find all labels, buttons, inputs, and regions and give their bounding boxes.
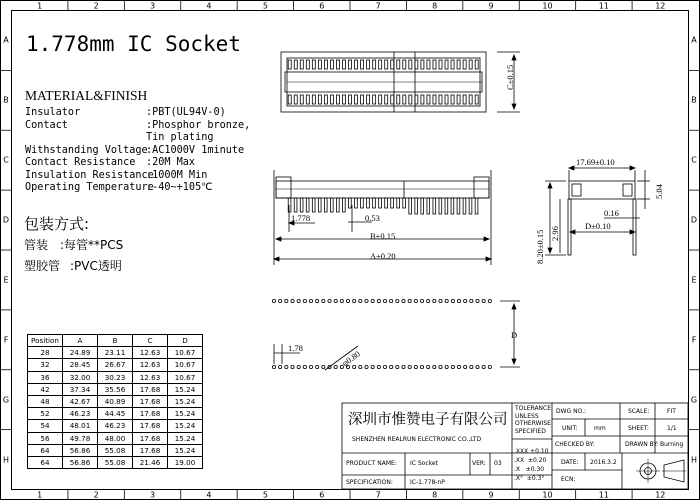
dim-2-96: 2.96 xyxy=(550,226,560,241)
frame-row-right-C: C xyxy=(691,155,697,165)
position-table-cell: 24.89 xyxy=(63,347,98,359)
frame-col-bottom-6: 6 xyxy=(319,490,325,499)
material-heading: MATERIAL&FINISH xyxy=(25,88,148,103)
position-table-cell: 28 xyxy=(28,347,63,359)
tube-label: 管装 xyxy=(24,238,49,252)
position-table-cell: 56.86 xyxy=(63,444,98,456)
frame-row-left-B: B xyxy=(3,95,9,105)
position-table-cell: 46.23 xyxy=(98,420,133,432)
position-table-header-cell: Position xyxy=(28,335,63,347)
position-table-cell: 10.67 xyxy=(168,371,203,383)
tolerance-line: SPECIFIED xyxy=(515,427,546,435)
spec-label: SPECIFICATION: xyxy=(346,479,393,486)
spec-label: Insulation Resistance xyxy=(25,169,154,181)
company-name-cn: 深圳市惟赞电子有限公司 xyxy=(348,412,508,428)
spec-value: :1000M Min xyxy=(146,169,208,181)
position-table-cell: 17.68 xyxy=(133,444,168,456)
tolerance-line: OTHERWISE xyxy=(515,420,551,428)
position-table-cell: 10.67 xyxy=(168,359,203,371)
position-table-cell: 30.23 xyxy=(98,371,133,383)
position-table-cell: 48.00 xyxy=(98,432,133,444)
position-table-cell: 55.08 xyxy=(98,444,133,456)
position-table-cell: 10.67 xyxy=(168,347,203,359)
position-table-cell: 44.45 xyxy=(98,408,133,420)
spec-value: :-40~+105℃ xyxy=(146,182,213,193)
position-table-cell: 35.56 xyxy=(98,383,133,395)
frame-row-right-F: F xyxy=(691,335,697,345)
plastic-label: 塑胶管 xyxy=(24,259,61,273)
dim-hole: φ0.80 xyxy=(340,348,362,369)
frame-row-right-E: E xyxy=(691,275,697,285)
position-table-cell: 32 xyxy=(28,359,63,371)
packing-heading: 包装方式: xyxy=(24,215,90,233)
drawing-title: 1.778mm IC Socket xyxy=(26,32,241,56)
checked-label: CHECKED BY: xyxy=(555,441,595,448)
frame-col-bottom-7: 7 xyxy=(375,490,381,499)
position-table-header-cell: C xyxy=(133,335,168,347)
ver-value: 03 xyxy=(494,460,502,467)
dim-a: A±0.20 xyxy=(370,251,396,261)
date-value: 2016.3.2 xyxy=(590,459,617,466)
unit-label: UNIT: xyxy=(562,425,578,432)
frame-col-bottom-10: 10 xyxy=(542,490,553,499)
position-table-cell: 15.24 xyxy=(168,395,203,407)
scale-value: FIT xyxy=(667,408,676,415)
frame-col-top-5: 5 xyxy=(262,1,268,10)
frame-col-top-2: 2 xyxy=(93,1,99,10)
frame-col-top-7: 7 xyxy=(375,1,381,10)
frame-row-right-H: H xyxy=(690,455,698,465)
spec-label: Withstanding Voltage xyxy=(25,144,148,156)
drawn-value: Burning xyxy=(660,441,684,448)
position-table-cell: 42 xyxy=(28,383,63,395)
position-table-cell: 55.08 xyxy=(98,456,133,468)
sheet-value: 1/1 xyxy=(667,425,677,432)
frame-col-top-4: 4 xyxy=(206,1,212,10)
frame-row-right-B: B xyxy=(691,95,697,105)
position-table-cell: 17.68 xyxy=(133,383,168,395)
frame-row-left-C: C xyxy=(3,155,9,165)
frame-col-top-12: 12 xyxy=(655,1,666,10)
product-value: IC Socket xyxy=(410,460,438,467)
position-table-cell: 52 xyxy=(28,408,63,420)
dim-b: B±0.15 xyxy=(370,231,396,241)
frame-col-top-9: 9 xyxy=(488,1,494,10)
spec-value: Tin plating xyxy=(146,132,214,143)
position-table-cell: 21.46 xyxy=(133,456,168,468)
frame-row-left-H: H xyxy=(2,455,10,465)
spec-label: Contact Resistance xyxy=(25,157,136,168)
position-table-cell: 48.01 xyxy=(63,420,98,432)
dwg-no-label: DWG NO.: xyxy=(556,408,587,415)
position-table-cell: 17.68 xyxy=(133,395,168,407)
drawn-label: DRAWN BY: xyxy=(625,441,659,448)
position-table-cell: 49.78 xyxy=(63,432,98,444)
position-table-cell: 36 xyxy=(28,371,63,383)
product-label: PRODUCT NAME: xyxy=(346,460,397,467)
spec-label: Contact xyxy=(25,119,68,131)
position-table-cell: 32.00 xyxy=(63,371,98,383)
frame-col-top-6: 6 xyxy=(319,1,325,10)
dim-0-16: 0.16 xyxy=(604,208,619,218)
position-table-header-cell: B xyxy=(98,335,133,347)
frame-row-left-G: G xyxy=(2,395,10,405)
position-table-cell: 15.24 xyxy=(168,432,203,444)
position-table-cell: 28.45 xyxy=(63,359,98,371)
frame-col-bottom-11: 11 xyxy=(598,490,609,499)
frame-col-top-8: 8 xyxy=(432,1,438,10)
dim-c: C±0.15 xyxy=(505,64,515,90)
position-table-cell: 17.68 xyxy=(133,408,168,420)
spec-value: IC-1.778-nP xyxy=(410,479,445,486)
unit-value: mm xyxy=(594,425,606,432)
dim-8-20: 8.20±0.15 xyxy=(535,229,545,264)
dim-d: D±0.10 xyxy=(585,221,611,231)
frame-col-top-10: 10 xyxy=(542,1,553,10)
position-table-cell: 54 xyxy=(28,420,63,432)
position-table-cell: 15.24 xyxy=(168,408,203,420)
scale-label: SCALE: xyxy=(628,408,650,415)
dim-pin-width: 0.53 xyxy=(365,213,380,223)
frame-row-left-D: D xyxy=(2,215,10,225)
spec-value: :PBT(UL94V-0) xyxy=(146,107,226,118)
tolerance-value: .XX ±0.20 xyxy=(514,457,547,464)
position-table-cell: 19.00 xyxy=(168,456,203,468)
dim-5-04: 5.04 xyxy=(654,184,664,199)
frame-col-top-3: 3 xyxy=(149,1,156,10)
frame-row-left-A: A xyxy=(3,35,9,45)
sheet-label: SHEET: xyxy=(628,425,649,432)
position-table-header-cell: D xyxy=(168,335,203,347)
tolerance-values xyxy=(514,447,549,483)
dim-d-label: D xyxy=(511,330,518,340)
position-table-cell: 15.24 xyxy=(168,444,203,456)
position-table-header-cell: A xyxy=(63,335,98,347)
position-table-cell: 26.67 xyxy=(98,359,133,371)
tolerance-value: .XXX ±0.10 xyxy=(514,448,549,455)
position-table-cell: 64 xyxy=(28,456,63,468)
frame-col-bottom-1: 1 xyxy=(37,490,43,499)
position-table-cell: 64 xyxy=(28,444,63,456)
company-name-en: SHENZHEN REALRUN ELECTRONIC CO.,LTD xyxy=(352,436,482,443)
position-table-cell: 17.68 xyxy=(133,420,168,432)
spec-label: Operating Temperature xyxy=(25,182,154,193)
date-label: DATE: xyxy=(561,459,579,466)
tolerance-value: .X° ±0.3° xyxy=(514,475,545,482)
frame-col-bottom-9: 9 xyxy=(488,490,494,499)
position-table-cell: 46.23 xyxy=(63,408,98,420)
ver-label: VER: xyxy=(472,460,486,467)
position-table-cell: 42.67 xyxy=(63,395,98,407)
dim-width: 17.69±0.10 xyxy=(576,157,615,167)
spec-value: :Phosphor bronze, xyxy=(146,119,251,131)
spec-value: :20M Max xyxy=(146,157,196,168)
frame-row-left-F: F xyxy=(3,335,9,345)
frame-col-bottom-12: 12 xyxy=(655,490,666,499)
position-table-cell: 40.89 xyxy=(98,395,133,407)
frame-row-right-G: G xyxy=(690,395,698,405)
frame-col-top-11: 11 xyxy=(598,1,609,10)
tolerance-line: UNLESS xyxy=(515,412,539,420)
frame-col-bottom-2: 2 xyxy=(93,490,99,499)
position-table-cell: 15.24 xyxy=(168,383,203,395)
position-table-cell: 23.11 xyxy=(98,347,133,359)
position-table-cell: 56.86 xyxy=(63,456,98,468)
frame-col-bottom-4: 4 xyxy=(206,490,212,499)
tolerance-value: .X ±0.30 xyxy=(514,466,545,473)
position-table-cell: 12.63 xyxy=(133,371,168,383)
frame-row-right-D: D xyxy=(690,215,698,225)
dim-pitch-2: 1.78 xyxy=(288,343,303,353)
position-table-cell: 48 xyxy=(28,395,63,407)
frame-row-left-E: E xyxy=(3,275,9,285)
frame-col-bottom-8: 8 xyxy=(432,490,438,499)
frame-col-top-1: 1 xyxy=(37,1,43,10)
position-table-cell: 15.24 xyxy=(168,420,203,432)
ecn-label: ECN: xyxy=(561,476,576,483)
position-table-cell: 37.34 xyxy=(63,383,98,395)
position-table-cell: 12.63 xyxy=(133,359,168,371)
plastic-value: :PVC透明 xyxy=(70,259,122,273)
frame-row-right-A: A xyxy=(691,35,697,45)
position-table-cell: 17.68 xyxy=(133,432,168,444)
spec-label: Insulator xyxy=(25,107,81,118)
tube-value: :每管**PCS xyxy=(60,238,124,252)
spec-value: :AC1000V 1minute xyxy=(146,144,245,156)
tolerance-note xyxy=(515,405,551,435)
position-table-cell: 12.63 xyxy=(133,347,168,359)
position-table-cell: 56 xyxy=(28,432,63,444)
tolerance-line: TOLERANCE xyxy=(515,405,552,412)
frame-col-bottom-3: 3 xyxy=(149,490,156,499)
frame-col-bottom-5: 5 xyxy=(262,490,268,499)
dim-pitch: 1.778 xyxy=(291,213,311,223)
